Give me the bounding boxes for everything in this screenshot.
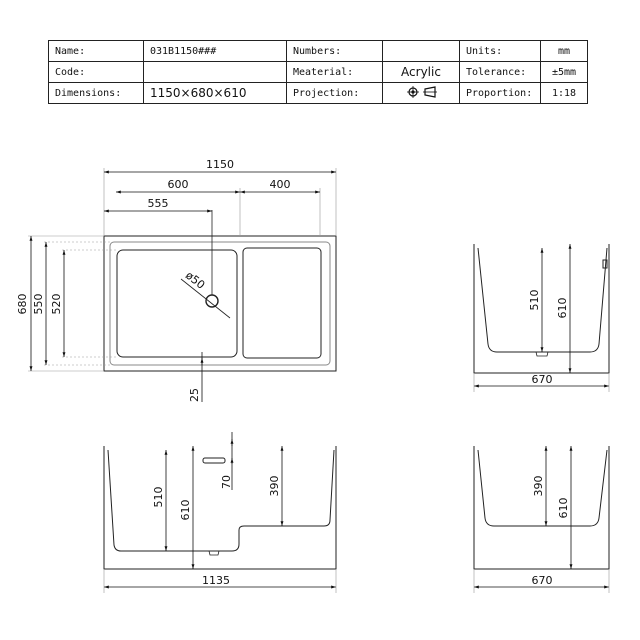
side-view-right-inner: [478, 248, 607, 352]
front-view: [104, 446, 336, 569]
dim-side-left-outer-height: 610: [557, 497, 570, 519]
dim-side-right-outer-height: 610: [556, 297, 569, 319]
dim-front-overflow: 70: [220, 475, 233, 489]
name-value: 031B1150###: [144, 41, 287, 62]
dim-side-left-shelf-height: 390: [532, 475, 545, 497]
dim-top-left-width: 600: [167, 178, 189, 191]
material-label: Meaterial:: [287, 62, 383, 83]
dim-front-inner-height: 510: [152, 486, 165, 508]
dim-top-depth-520: 520: [50, 293, 63, 315]
dim-front-width: 1135: [202, 574, 230, 587]
side-view-right-outer: [474, 244, 609, 373]
dim-side-left-width: 670: [531, 574, 553, 587]
dim-drain-edge: 25: [188, 388, 201, 402]
dim-side-right-inner-height: 510: [528, 289, 541, 311]
top-view: [28, 168, 336, 371]
dimensions-value: 1150×680×610: [144, 83, 287, 104]
dim-top-drain-offset: 555: [147, 197, 169, 210]
dim-top-right-width: 400: [269, 178, 291, 191]
proportion-label: Proportion:: [460, 83, 541, 104]
name-label: Name:: [49, 41, 144, 62]
dim-side-right-width: 670: [531, 373, 553, 386]
side-view-left-outer: [474, 446, 609, 569]
units-label: Units:: [460, 41, 541, 62]
tolerance-value: ±5mm: [541, 62, 588, 83]
projection-label: Projection:: [287, 83, 383, 104]
top-view-inner-rim: [110, 242, 330, 365]
top-view-outer-rim: [104, 236, 336, 371]
dim-front-outer-height: 610: [179, 499, 192, 521]
dim-top-depth-550: 550: [32, 293, 45, 315]
numbers-label: Numbers:: [287, 41, 383, 62]
material-value: Acrylic: [383, 62, 460, 83]
side-view-right: [474, 244, 609, 373]
proportion-value: 1:18: [541, 83, 588, 104]
dim-drain-diameter: ø50: [182, 268, 208, 292]
dim-front-shelf-height: 390: [268, 475, 281, 497]
units-value: mm: [541, 41, 588, 62]
dimensions-label: Dimensions:: [49, 83, 144, 104]
top-view-shelf: [243, 248, 321, 358]
tolerance-label: Tolerance:: [460, 62, 541, 83]
side-view-left: [474, 446, 609, 569]
code-label: Code:: [49, 62, 144, 83]
dim-top-overall-width: 1150: [206, 158, 234, 171]
drain-icon: [206, 295, 218, 307]
front-view-inner: [108, 450, 334, 551]
dim-top-overall-depth: 680: [16, 293, 29, 315]
top-view-basin: [117, 250, 237, 357]
overflow-icon: [203, 458, 225, 463]
